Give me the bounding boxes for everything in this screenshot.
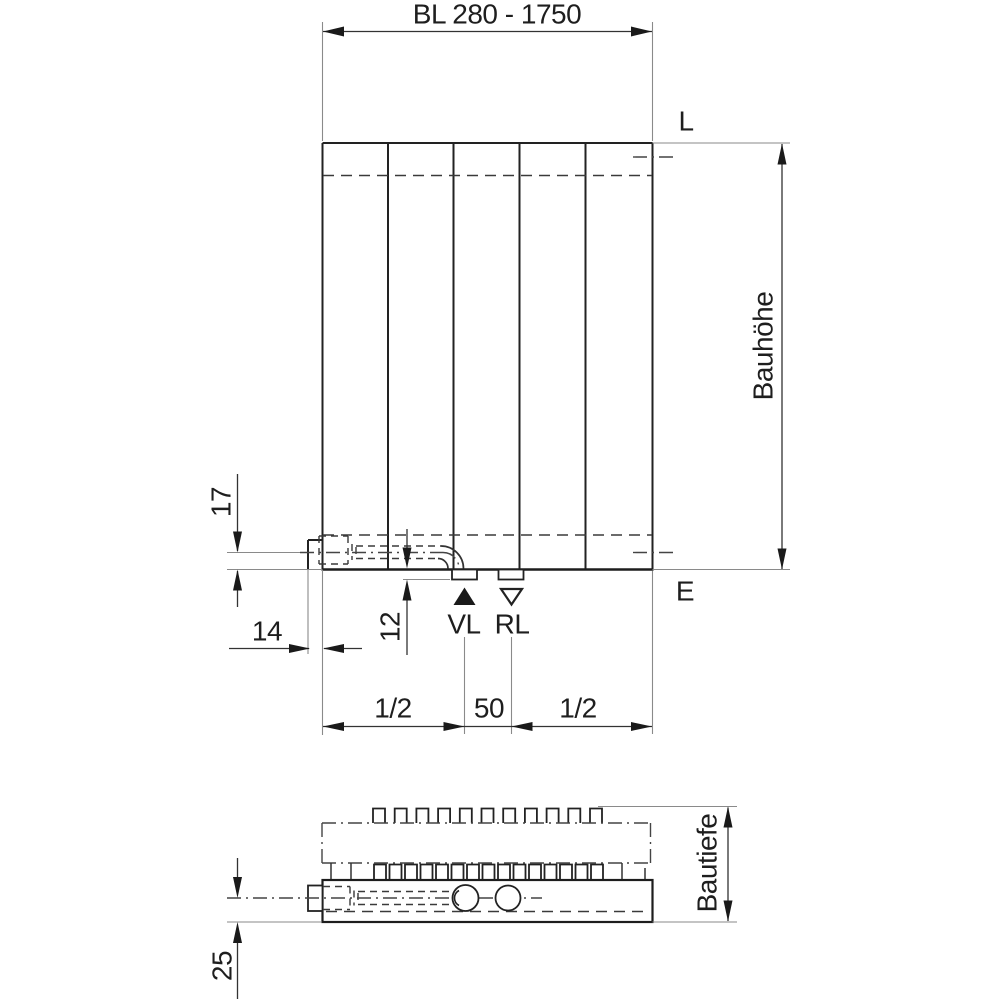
header-centerline-marks — [633, 157, 675, 553]
bl-width-dimension — [323, 0, 653, 141]
dim-12 — [375, 529, 451, 655]
dim-17-label: 17 — [205, 486, 237, 518]
elbow-outer-arc — [441, 546, 464, 569]
bauhoehe-label: Bauhöhe — [747, 291, 779, 401]
bautiefe-top-arrow — [724, 807, 733, 828]
vl-stub — [452, 570, 477, 580]
bl-right-arrow — [631, 27, 652, 37]
supply-triangle — [454, 588, 476, 606]
bl-width-label: BL 280 - 1750 — [412, 0, 582, 30]
bottom-reference-label: E — [675, 575, 695, 607]
convector-fins-upper-row — [373, 809, 602, 824]
return-triangle — [501, 589, 522, 605]
return-label: RL — [494, 608, 530, 640]
elbow-centerline-arc — [443, 553, 459, 569]
dim-14 — [229, 616, 362, 654]
dim-half-left-label: 1/2 — [374, 692, 412, 724]
dim-50-label: 50 — [473, 692, 505, 724]
connection-stubs — [452, 570, 524, 580]
bauhoehe-bottom-arrow — [778, 549, 787, 570]
rl-stub — [499, 570, 524, 580]
bottom-chain-dimension — [323, 571, 653, 734]
elbow-inner-arc — [438, 559, 448, 569]
vl-connection-circle — [453, 885, 479, 911]
dim-14-label: 14 — [251, 615, 283, 647]
rear-panel-outline — [322, 823, 651, 863]
dim-25 — [207, 858, 322, 999]
bautiefe-label: Bautiefe — [691, 813, 723, 913]
radiator-body — [322, 143, 654, 570]
bauhoehe-top-arrow — [778, 144, 787, 165]
front-panel — [323, 880, 653, 922]
bl-left-arrow — [323, 27, 344, 37]
dim-17 — [206, 474, 243, 607]
rl-connection-circle — [496, 886, 521, 911]
front-view — [206, 0, 791, 735]
top-view — [207, 807, 738, 1000]
convector-fins-lower-row — [374, 865, 603, 881]
dim-25-label: 25 — [206, 950, 238, 982]
bautiefe-bottom-arrow — [724, 901, 733, 922]
dim-12-label: 12 — [374, 611, 406, 643]
flow-markers — [447, 588, 529, 640]
top-reference-label: L — [678, 105, 694, 137]
dim-half-right-label: 1/2 — [559, 692, 597, 724]
supply-label: VL — [447, 608, 481, 640]
hidden-valve-body — [319, 536, 356, 564]
bauhoehe-dimension — [748, 144, 787, 570]
hidden-header-lines — [323, 176, 652, 536]
